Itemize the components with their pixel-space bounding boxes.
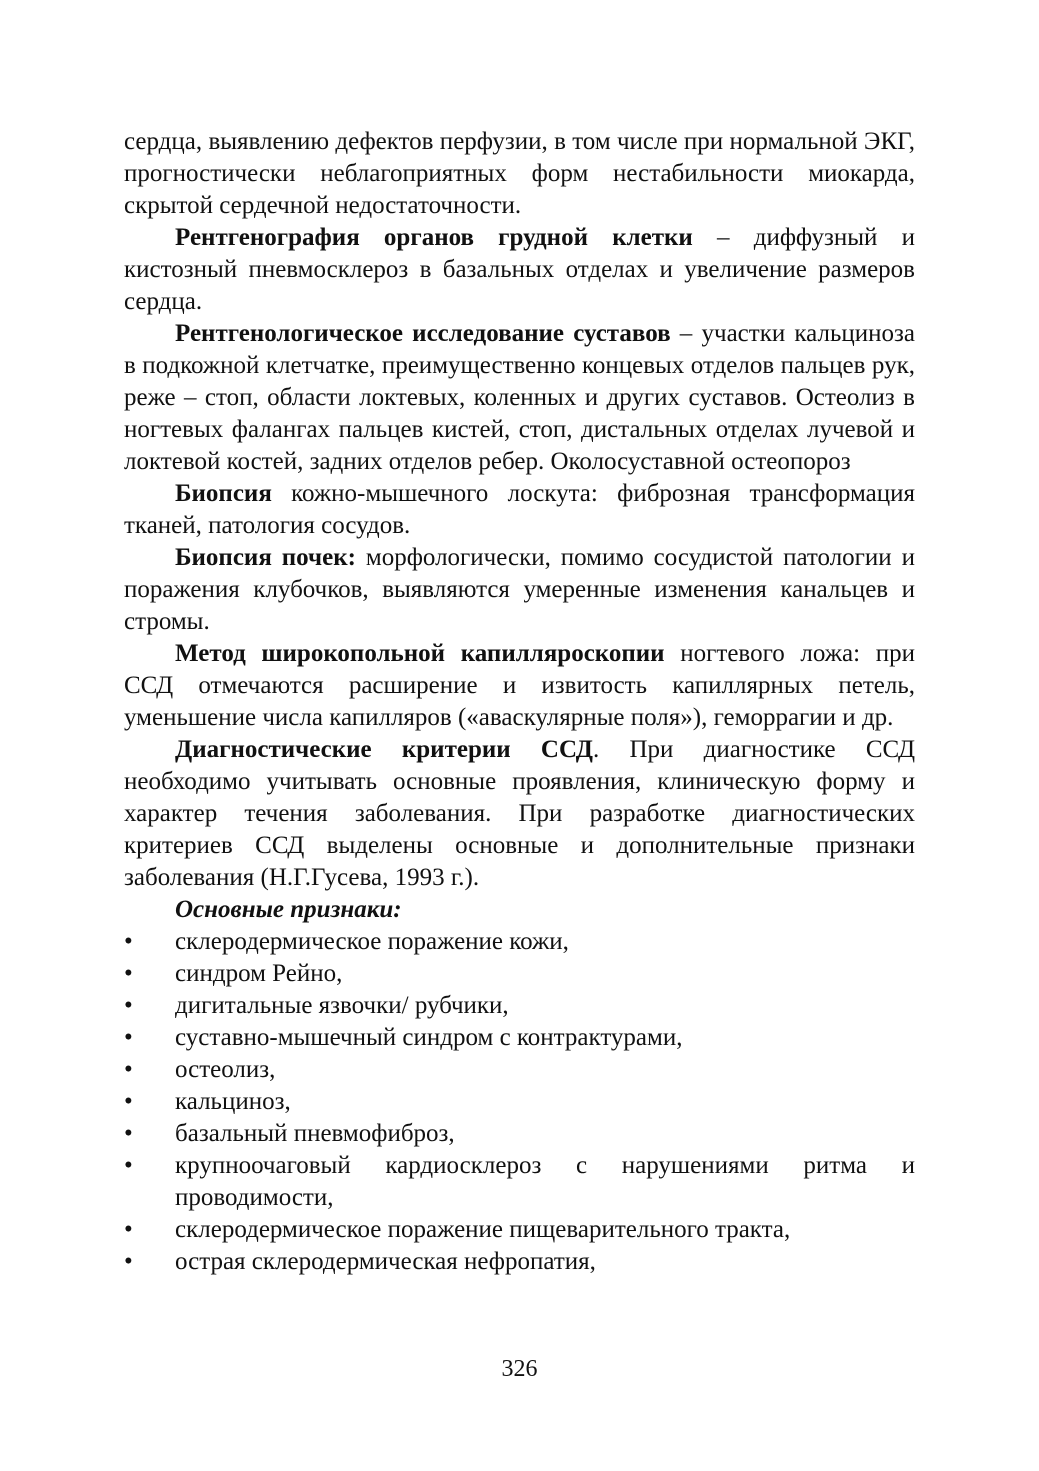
list-item [124,1246,915,1278]
main-signs-heading: Основные признаки: [175,896,402,923]
list-item-text: базальный пневмофиброз, [175,1120,455,1147]
list-item [124,1054,915,1086]
paragraph-diagnostic-criteria [124,734,915,894]
list-item-text: крупноочаговый кардиосклероз с нарушениями ритма и проводимости, [175,1152,915,1211]
main-signs-heading-line [124,894,915,926]
list-item [124,958,915,990]
list-item [124,926,915,958]
list-item-text: кальциноз, [175,1088,291,1115]
paragraph-text: морфологически, помимо сосудистой патологии и поражения клубочков, выявляются умеренные изменения канальцев и стромы. [124,544,915,635]
bullet-icon: • [124,1056,133,1083]
paragraph-text: – диффузный и кистозный пневмосклероз в базальных отделах и увеличение размеров сердца. [124,224,915,315]
paragraph-skin-biopsy [124,478,915,542]
bullet-icon: • [124,1088,133,1115]
page-number: 326 [501,1356,538,1382]
term-joint-xray: Рентгенологическое исследование суставов [175,320,671,347]
bullet-icon: • [124,1120,133,1147]
bullet-icon: • [124,1216,133,1243]
list-item-text: острая склеродермическая нефропатия, [175,1248,596,1275]
bullet-icon: • [124,992,133,1019]
list-item [124,990,915,1022]
list-item [124,1022,915,1054]
list-item-text: суставно-мышечный синдром с контрактурами, [175,1024,683,1051]
term-skin-biopsy: Биопсия [175,480,272,507]
bullet-icon: • [124,1024,133,1051]
list-item-text: склеродермическое поражение кожи, [175,928,569,955]
list-item [124,1214,915,1246]
term-diagnostic-criteria: Диагностические критерии ССД [175,736,593,763]
paragraph-chest-xray [124,222,915,318]
term-kidney-biopsy: Биопсия почек: [175,544,356,571]
page-body [124,126,915,1278]
main-signs-list [124,926,915,1278]
paragraph-text: . При диагностике ССД необходимо учитывать основные проявления, клиническую форму и характер течения заболевания. При разработке диагностических критериев ССД выделены основные и дополнительные признаки заболевания (Н.Г.Гусева, 1993 г.). [124,736,915,891]
bullet-icon: • [124,1152,133,1179]
list-item [124,1150,915,1214]
paragraph-text: кожно-мышечного лоскута: фиброзная трансформация тканей, патология сосудов. [124,480,915,539]
paragraph-text: ногтевого ложа: при ССД отмечаются расширение и извитость капиллярных петель, уменьшение числа капилляров («аваскулярные поля»), геморрагии и др. [124,640,915,731]
term-chest-xray: Рентгенография органов грудной клетки [175,224,693,251]
list-item-text: дигитальные язвочки/ рубчики, [175,992,509,1019]
paragraph-continuation [124,126,915,222]
list-item-text: остеолиз, [175,1056,276,1083]
bullet-icon: • [124,960,133,987]
term-capillaroscopy: Метод широкопольной капилляроскопии [175,640,665,667]
paragraph-kidney-biopsy [124,542,915,638]
list-item-text: склеродермическое поражение пищеварительного тракта, [175,1216,791,1243]
paragraph-text: – участки кальциноза в подкожной клетчатке, преимущественно концевых отделов пальцев рук, реже – стоп, области локтевых, коленных и других суставов. Остеолиз в ногтевых фалангах пальцев кистей, стоп, дистальных отделах лучевой и локтевой костей, задних отделов ребер. Околосуставной остеопороз [124,320,915,475]
list-item [124,1118,915,1150]
paragraph-joint-xray [124,318,915,478]
list-item [124,1086,915,1118]
paragraph-text: сердца, выявлению дефектов перфузии, в том числе при нормальной ЭКГ, прогностически неблагоприятных форм нестабильности миокарда, скрытой сердечной недостаточности. [124,128,915,219]
bullet-icon: • [124,1248,133,1275]
paragraph-capillaroscopy [124,638,915,734]
list-item-text: синдром Рейно, [175,960,343,987]
bullet-icon: • [124,928,133,955]
